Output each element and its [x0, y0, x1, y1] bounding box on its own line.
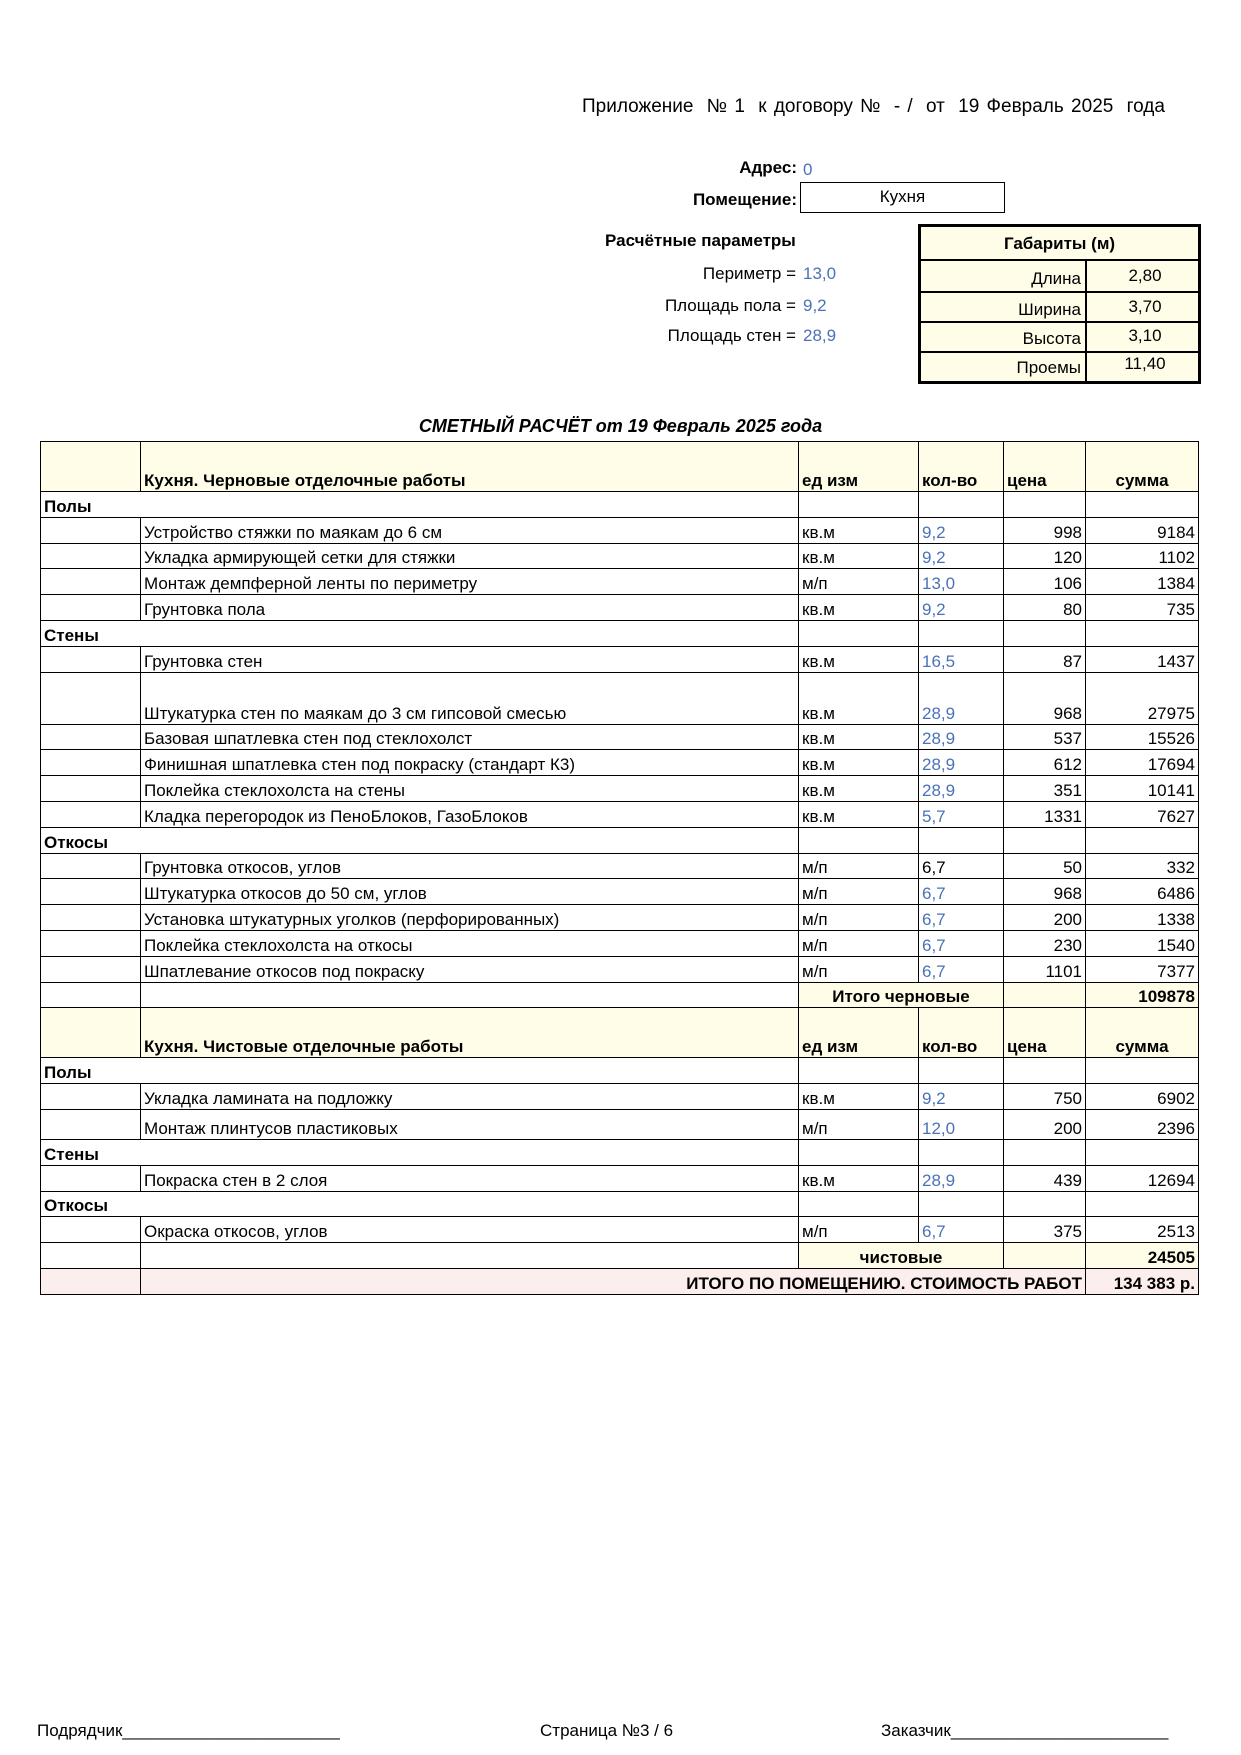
unit: м/п: [799, 956, 919, 982]
category-label: Стены: [41, 620, 141, 646]
unit: кв.м: [799, 776, 919, 802]
work-name: Поклейка стеклохолста на откосы: [141, 930, 799, 956]
quantity: 9,2: [919, 595, 1004, 621]
dimension-name: Высота: [921, 323, 1087, 351]
unit: кв.м: [799, 1165, 919, 1191]
sum: 12694: [1086, 1165, 1199, 1191]
table-row: [41, 879, 1199, 905]
table-row: [41, 1109, 1199, 1139]
unit-header: ед изм: [799, 1008, 919, 1058]
floor-area-value: 9,2: [803, 296, 827, 315]
dimension-row-length: [921, 261, 1198, 293]
quantity: 12,0: [919, 1109, 1004, 1139]
dimension-row-height: [921, 323, 1198, 353]
sum: 27975: [1086, 672, 1199, 724]
appendix-word: Приложение: [582, 96, 694, 117]
table-row: [41, 853, 1199, 879]
category-row-floors: [41, 1058, 1199, 1084]
unit: кв.м: [799, 724, 919, 750]
appendix-number: № 1: [706, 96, 745, 117]
unit: м/п: [799, 569, 919, 595]
price: 230: [1004, 930, 1086, 956]
grand-total-label: ИТОГО ПО ПОМЕЩЕНИЮ. СТОИМОСТЬ РАБОТ: [141, 1268, 1086, 1294]
price: 120: [1004, 543, 1086, 569]
unit: кв.м: [799, 646, 919, 672]
sum: 7377: [1086, 956, 1199, 982]
category-row-slopes: [41, 827, 1199, 853]
price-header: цена: [1004, 1008, 1086, 1058]
sum: 10141: [1086, 776, 1199, 802]
price: 612: [1004, 750, 1086, 776]
unit-header: ед изм: [799, 442, 919, 492]
work-name: Монтаж демпферной ленты по периметру: [141, 569, 799, 595]
sum: 9184: [1086, 517, 1199, 543]
wall-area-label: Площадь стен =: [667, 326, 796, 345]
category-label: Стены: [41, 1139, 141, 1165]
quantity: 6,7: [919, 853, 1004, 879]
unit: м/п: [799, 879, 919, 905]
sum: 332: [1086, 853, 1199, 879]
sum: 17694: [1086, 750, 1199, 776]
price: 968: [1004, 879, 1086, 905]
qty-header: кол-во: [919, 442, 1004, 492]
header-date: 19 Февраль 2025: [958, 96, 1114, 117]
wall-area-value: 28,9: [803, 326, 837, 345]
quantity: 6,7: [919, 930, 1004, 956]
sum: 735: [1086, 595, 1199, 621]
qty-header: кол-во: [919, 1008, 1004, 1058]
quantity: 6,7: [919, 879, 1004, 905]
quantity: 28,9: [919, 750, 1004, 776]
sum: 7627: [1086, 801, 1199, 827]
unit: кв.м: [799, 750, 919, 776]
work-name: Штукатурка откосов до 50 см, углов: [141, 879, 799, 905]
dimension-name: Ширина: [921, 293, 1087, 321]
params-title: Расчётные параметры: [605, 231, 796, 250]
rough-subtotal-row: [41, 982, 1199, 1008]
table-row: [41, 801, 1199, 827]
unit: кв.м: [799, 672, 919, 724]
quantity: 13,0: [919, 569, 1004, 595]
contractor-signature-line: Подрядчик_______________________: [37, 1721, 340, 1740]
dimension-value: 3,70: [1128, 297, 1162, 316]
work-name: Штукатурка стен по маякам до 3 см гипсовой смесью: [141, 672, 799, 724]
category-label: Полы: [41, 1058, 141, 1084]
dimension-value: 3,10: [1128, 326, 1162, 345]
work-name: Грунтовка стен: [141, 646, 799, 672]
quantity: 28,9: [919, 1165, 1004, 1191]
table-row: [41, 543, 1199, 569]
price: 1331: [1004, 801, 1086, 827]
table-row: [41, 1084, 1199, 1110]
table-row: [41, 776, 1199, 802]
rough-subtotal-value: 109878: [1086, 982, 1199, 1008]
dimension-name: Проемы: [921, 353, 1087, 381]
price: 375: [1004, 1217, 1086, 1243]
unit: кв.м: [799, 543, 919, 569]
sum: 6486: [1086, 879, 1199, 905]
sum-header: сумма: [1086, 442, 1199, 492]
table-row: [41, 517, 1199, 543]
work-name: Установка штукатурных уголков (перфорированных): [141, 905, 799, 931]
price: 439: [1004, 1165, 1086, 1191]
finish-subtotal-row: [41, 1243, 1199, 1269]
finish-section-title: Кухня. Чистовые отделочные работы: [141, 1008, 799, 1058]
dimension-name: Длина: [921, 261, 1087, 291]
quantity: 28,9: [919, 776, 1004, 802]
price: 200: [1004, 1109, 1086, 1139]
address-label: Адрес:: [739, 158, 797, 177]
perimeter-label: Периметр =: [702, 264, 796, 283]
room-value: Кухня: [800, 182, 1005, 213]
quantity: 9,2: [919, 517, 1004, 543]
work-name: Монтаж плинтусов пластиковых: [141, 1109, 799, 1139]
quantity: 5,7: [919, 801, 1004, 827]
sum: 1540: [1086, 930, 1199, 956]
address-value: 0: [803, 160, 813, 179]
sum: 1338: [1086, 905, 1199, 931]
appendix-header: [582, 96, 1171, 118]
quantity: 6,7: [919, 956, 1004, 982]
sum: 6902: [1086, 1084, 1199, 1110]
table-row: [41, 905, 1199, 931]
table-row: [41, 595, 1199, 621]
price: 998: [1004, 517, 1086, 543]
table-row: [41, 956, 1199, 982]
rough-section-title: Кухня. Черновые отделочные работы: [141, 442, 799, 492]
sum: 2396: [1086, 1109, 1199, 1139]
sum: 1437: [1086, 646, 1199, 672]
grand-total-value: 134 383 р.: [1086, 1268, 1199, 1294]
page-number: Страница №3 / 6: [540, 1721, 674, 1740]
work-name: Устройство стяжки по маякам до 6 см: [141, 517, 799, 543]
table-row: [41, 1217, 1199, 1243]
work-name: Грунтовка откосов, углов: [141, 853, 799, 879]
work-name: Кладка перегородок из ПеноБлоков, ГазоБлоков: [141, 801, 799, 827]
work-name: Укладка армирующей сетки для стяжки: [141, 543, 799, 569]
work-name: Финишная шпатлевка стен под покраску (стандарт К3): [141, 750, 799, 776]
finish-subtotal-label: чистовые: [799, 1243, 1004, 1269]
quantity: 28,9: [919, 672, 1004, 724]
category-label: Откосы: [41, 1191, 141, 1217]
category-row-slopes: [41, 1191, 1199, 1217]
work-name: Грунтовка пола: [141, 595, 799, 621]
sum: 1384: [1086, 569, 1199, 595]
quantity: 6,7: [919, 905, 1004, 931]
grand-total-row: [41, 1268, 1199, 1294]
work-name: Поклейка стеклохолста на стены: [141, 776, 799, 802]
unit: м/п: [799, 1109, 919, 1139]
unit: кв.м: [799, 517, 919, 543]
table-row: [41, 646, 1199, 672]
price: 1101: [1004, 956, 1086, 982]
to-contract-label: к договору №: [758, 96, 881, 117]
unit: м/п: [799, 930, 919, 956]
quantity: 9,2: [919, 543, 1004, 569]
price: 87: [1004, 646, 1086, 672]
work-name: Шпатлевание откосов под покраску: [141, 956, 799, 982]
table-row: [41, 750, 1199, 776]
sum-header: сумма: [1086, 1008, 1199, 1058]
category-row-walls: [41, 620, 1199, 646]
sum: 2513: [1086, 1217, 1199, 1243]
table-row: [41, 724, 1199, 750]
category-label: Полы: [41, 492, 141, 518]
table-row: [41, 672, 1199, 724]
table-row: [41, 1165, 1199, 1191]
unit: м/п: [799, 1217, 919, 1243]
price: 106: [1004, 569, 1086, 595]
unit: м/п: [799, 853, 919, 879]
price: 80: [1004, 595, 1086, 621]
blank-cell: [41, 442, 141, 492]
year-word: года: [1126, 96, 1165, 117]
work-name: Укладка ламината на подложку: [141, 1084, 799, 1110]
dimension-row-openings: [921, 353, 1198, 381]
price: 968: [1004, 672, 1086, 724]
price: 50: [1004, 853, 1086, 879]
floor-area-label: Площадь пола =: [664, 296, 796, 315]
category-label: Откосы: [41, 827, 141, 853]
table-row: [41, 930, 1199, 956]
unit: кв.м: [799, 1084, 919, 1110]
dimension-value: 2,80: [1128, 266, 1162, 285]
rough-subtotal-label: Итого черновые: [799, 982, 1004, 1008]
price: 537: [1004, 724, 1086, 750]
price: 200: [1004, 905, 1086, 931]
unit: м/п: [799, 905, 919, 931]
room-label: Помещение:: [692, 190, 797, 209]
quantity: 9,2: [919, 1084, 1004, 1110]
rough-header-row: [41, 442, 1199, 492]
dimensions-title: Габариты (м): [921, 227, 1198, 261]
table-row: [41, 569, 1199, 595]
contract-number: - /: [893, 96, 913, 117]
price: 750: [1004, 1084, 1086, 1110]
customer-signature-line: Заказчик_______________________: [881, 1721, 1169, 1740]
work-name: Покраска стен в 2 слоя: [141, 1165, 799, 1191]
sum: 1102: [1086, 543, 1199, 569]
estimate-title: СМЕТНЫЙ РАСЧЁТ от 19 Февраль 2025 года: [418, 416, 823, 436]
dimension-value: 11,40: [1124, 354, 1166, 373]
finish-header-row: [41, 1008, 1199, 1058]
sum: 15526: [1086, 724, 1199, 750]
quantity: 16,5: [919, 646, 1004, 672]
estimate-table: [40, 441, 1199, 1295]
price-header: цена: [1004, 442, 1086, 492]
price: 351: [1004, 776, 1086, 802]
quantity: 28,9: [919, 724, 1004, 750]
blank-cell: [41, 1008, 141, 1058]
finish-subtotal-value: 24505: [1086, 1243, 1199, 1269]
dimensions-box: [918, 224, 1201, 384]
category-row-walls: [41, 1139, 1199, 1165]
quantity: 6,7: [919, 1217, 1004, 1243]
unit: кв.м: [799, 801, 919, 827]
work-name: Окраска откосов, углов: [141, 1217, 799, 1243]
dimension-row-width: [921, 293, 1198, 323]
category-row-floors: [41, 492, 1199, 518]
unit: кв.м: [799, 595, 919, 621]
perimeter-value: 13,0: [803, 264, 837, 283]
from-label: от: [926, 96, 945, 117]
work-name: Базовая шпатлевка стен под стеклохолст: [141, 724, 799, 750]
